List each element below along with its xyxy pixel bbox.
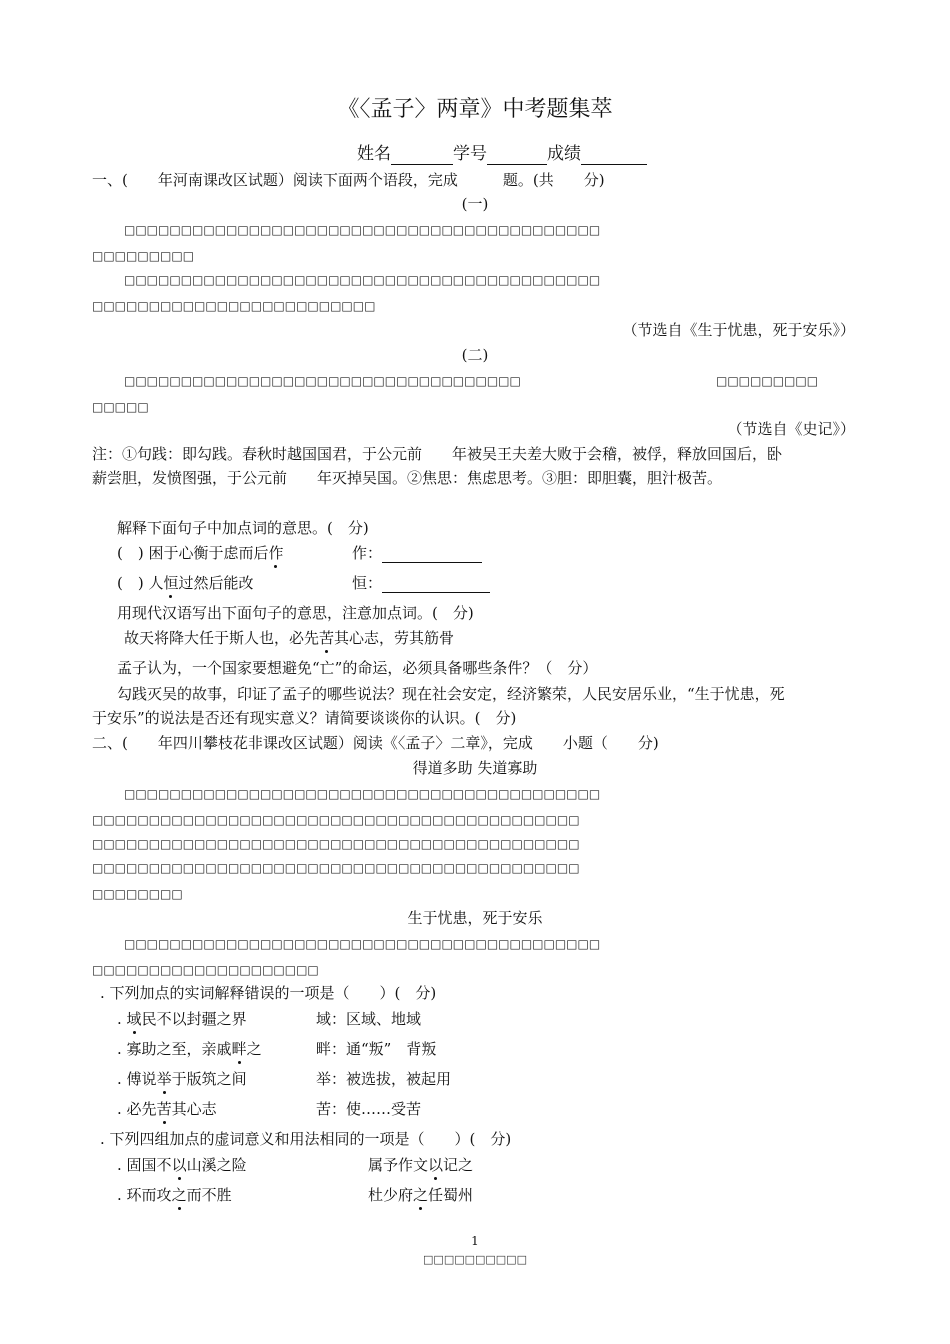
task-2-sentence: 故天将降大任于斯人也，必先苦其心志，劳其筋骨: [124, 629, 455, 647]
option-b-compare: 杜少府之任蜀州: [368, 1186, 474, 1204]
option-d: . 必先苦其心志: [117, 1100, 217, 1118]
passage-text: □□□□□□□□□□□□□□□□□□□□□□□□□□□□□□□□□□□□□□□□□□□: [92, 837, 580, 851]
section-1-mark: (一): [461, 195, 489, 213]
answer-blank[interactable]: [382, 576, 490, 593]
name-field[interactable]: [391, 148, 453, 165]
passage-source: （节选自《生于忧患，死于安乐》）: [622, 321, 855, 339]
answer-label: 作：: [352, 543, 482, 563]
option-c-answer: 举：被选拔，被起用: [316, 1070, 452, 1088]
passage-text: □□□□□□□□: [92, 887, 183, 901]
option-b: . 寡助之至，亲戚畔之: [117, 1040, 262, 1058]
article-title: 生于忧患，死于安乐: [407, 909, 543, 927]
option-b-answer: 畔：通“叛” 背叛: [316, 1040, 437, 1058]
passage-text: □□□□□□□□□: [716, 374, 819, 388]
passage-text: □□□□□: [92, 400, 149, 414]
task-4: 于安乐”的说法是否还有现实意义？请简要谈谈你的认识。( 分): [92, 709, 517, 727]
article-title: 得道多助 失道寡助: [412, 759, 538, 777]
sub-question-1: . 下列加点的实词解释错误的一项是（ ）( 分): [100, 984, 437, 1002]
passage-text: □□□□□□□□□□□□□□□□□□□□□□□□□□□□□□□□□□□□□□□□□□□: [92, 861, 580, 875]
note-line: 注：①句践：即勾践。春秋时越国国君，于公元前 年被吴王夫差大败于会稽，被俘，释放回国后，卧: [92, 445, 783, 463]
option-d-answer: 苦：使……受苦: [316, 1100, 422, 1118]
page-number: 1: [471, 1234, 479, 1248]
page-footer: □□□□□□□□□□: [423, 1253, 527, 1266]
score-label: 成绩: [547, 144, 581, 164]
task-1-item-b: ( ) 人恒过然后能改: [117, 574, 254, 592]
question-1-heading: 一、( 年河南课改区试题）阅读下面两个语段，完成 题。(共 分): [92, 171, 605, 189]
passage-text: □□□□□□□□□□□□□□□□□□□□□□□□□: [92, 299, 376, 313]
id-field[interactable]: [487, 148, 547, 165]
section-2-mark: (二): [461, 346, 489, 364]
question-2-heading: 二、( 年四川攀枝花非课改区试题）阅读《〈孟子〉二章》，完成 小题（ 分): [92, 734, 659, 752]
option-b: . 环而攻之而不胜: [117, 1186, 232, 1204]
option-a: . 域民不以封疆之界: [117, 1010, 247, 1028]
sub-question-2: . 下列四组加点的虚词意义和用法相同的一项是（ ）( 分): [100, 1130, 512, 1148]
passage-text: □□□□□□□□□□□□□□□□□□□□□□□□□□□□□□□□□□□□□□□□□□: [124, 273, 601, 287]
option-c: . 傅说举于版筑之间: [117, 1070, 247, 1088]
task-4: 勾践灭吴的故事，印证了孟子的哪些说法？现在社会安定，经济繁荣，人民安居乐业，“生于忧患，死: [117, 685, 785, 703]
passage-text: □□□□□□□□□□□□□□□□□□□□□□□□□□□□□□□□□□□□□□□□□□: [124, 937, 601, 951]
passage-source: （节选自《史记》）: [727, 420, 855, 438]
score-field[interactable]: [581, 148, 647, 165]
passage-text: □□□□□□□□□□□□□□□□□□□□: [92, 963, 319, 977]
note-line: 薪尝胆，发愤图强，于公元前 年灭掉吴国。②焦思：焦虑思考。③胆：即胆囊，胆汁极苦。: [92, 469, 723, 487]
name-label: 姓名: [357, 144, 391, 164]
page-title: 《〈孟子〉两章》中考题集萃: [337, 97, 613, 122]
answer-label: 恒：: [352, 573, 490, 593]
passage-text: □□□□□□□□□□□□□□□□□□□□□□□□□□□□□□□□□□□□□□□□□□: [124, 787, 601, 801]
passage-text: □□□□□□□□□□□□□□□□□□□□□□□□□□□□□□□□□□□□□□□□□□□: [92, 813, 580, 827]
passage-text: □□□□□□□□□: [92, 249, 195, 263]
task-1: 解释下面句子中加点词的意思。( 分): [117, 519, 369, 537]
option-a-compare: 属予作文以记之: [368, 1156, 474, 1174]
passage-text: □□□□□□□□□□□□□□□□□□□□□□□□□□□□□□□□□□□: [124, 374, 521, 388]
student-info-line: [357, 143, 647, 165]
id-label: 学号: [453, 144, 487, 164]
option-a-answer: 域：区域、地域: [316, 1010, 422, 1028]
option-a: . 固国不以山溪之险: [117, 1156, 247, 1174]
task-1-item-a: ( ) 困于心衡于虑而后作: [117, 544, 284, 562]
task-2: 用现代汉语写出下面句子的意思，注意加点词。( 分): [117, 604, 474, 622]
answer-blank[interactable]: [382, 546, 482, 563]
task-3: 孟子认为，一个国家要想避免“亡”的命运，必须具备哪些条件？（ 分）: [117, 659, 598, 677]
passage-text: □□□□□□□□□□□□□□□□□□□□□□□□□□□□□□□□□□□□□□□□□□: [124, 223, 601, 237]
